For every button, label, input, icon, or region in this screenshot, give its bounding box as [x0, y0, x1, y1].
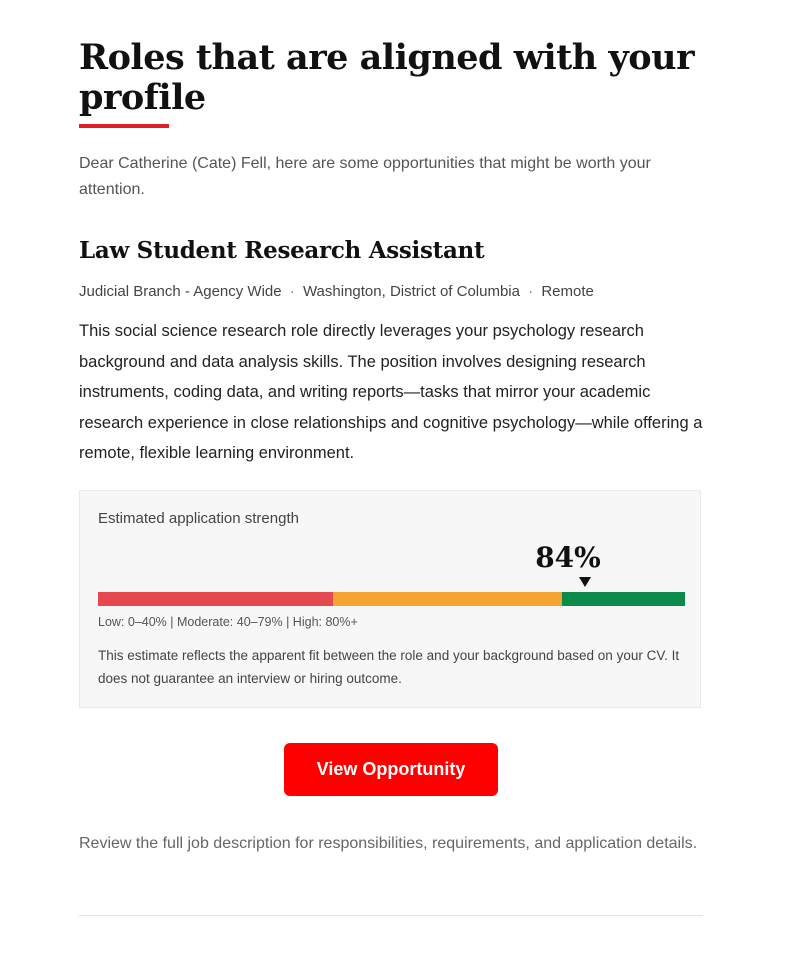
strength-segment-moderate	[333, 592, 562, 606]
job-department: Judicial Branch	[79, 283, 181, 300]
strength-label: Estimated application strength	[98, 510, 299, 527]
strength-marker-icon	[579, 577, 591, 587]
greeting-text: Dear Catherine (Cate) Fell, here are some opportunities that might be worth your attention.	[79, 155, 651, 198]
strength-segment-high	[562, 592, 685, 606]
job-work-type: Remote	[541, 283, 594, 300]
page-title: Roles that are aligned with your profile	[79, 37, 695, 118]
strength-legend: Low: 0–40% | Moderate: 40–79% | High: 80%+	[98, 615, 358, 629]
title-underline	[79, 124, 169, 128]
dot-separator: ·	[289, 283, 295, 300]
job-title: Law Student Research Assistant	[79, 237, 485, 264]
strength-bar	[98, 592, 685, 606]
job-agency: Agency Wide	[193, 283, 282, 300]
footer-note: Review the full job description for responsibilities, requirements, and application details.	[79, 835, 698, 852]
view-opportunity-button[interactable]: View Opportunity	[284, 743, 498, 796]
dot-separator: ·	[528, 283, 534, 300]
job-description: This social science research role directly leverages your psychology research background and data analysis skills. The position involves designing research instruments, coding data, and writing reports—tasks that mirror your academic research experience in close relationships and cognitive psychology—while offering a remote, flexible learning environment.	[79, 322, 703, 462]
strength-segment-low	[98, 592, 333, 606]
dash-separator: -	[184, 283, 194, 300]
job-meta	[79, 282, 594, 302]
job-location: Washington, District of Columbia	[302, 283, 520, 300]
strength-disclaimer: This estimate reflects the apparent fit between the role and your background based on your CV. It does not guarantee an interview or hiring outcome.	[98, 648, 680, 686]
divider	[79, 915, 703, 916]
strength-percent: 84%	[535, 541, 601, 574]
application-strength-card	[79, 490, 701, 708]
